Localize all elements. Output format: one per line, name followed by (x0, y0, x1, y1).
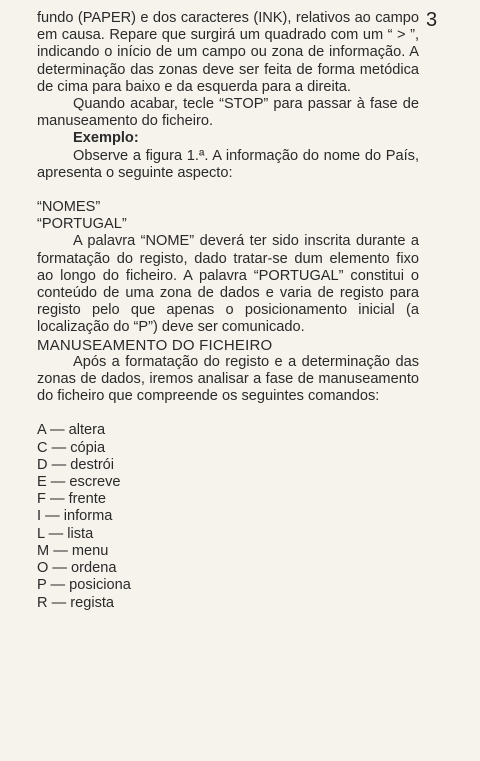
list-item: D — destrói (37, 456, 115, 473)
list-item: R — regista (37, 594, 115, 611)
body-text (37, 10, 419, 612)
quote-line-nomes: “NOMES” (37, 199, 101, 216)
list-item: A — altera (37, 422, 106, 439)
list-item: O — ordena (37, 560, 117, 577)
section-heading: MANUSEAMENTO DO FICHEIRO (37, 336, 273, 354)
paragraph-paper-ink: fundo (PAPER) e dos caracteres (INK), relativos ao campo em causa. Repare que surgirá um quadrado com um “ > ”, indicando o início de um campo ou zona de informação. A determinação das zonas deve ser feita de forma metódica de cima para baixo e da esquerda para a direita. (37, 10, 419, 95)
page-number: 3 (426, 9, 438, 31)
list-item: F — frente (37, 491, 106, 508)
list-item: C — cópia (37, 439, 106, 456)
quote-line-portugal: “PORTUGAL” (37, 216, 127, 233)
list-item: P — posiciona (37, 577, 131, 594)
paragraph-stop: Quando acabar, tecle “STOP” para passar à fase de manuseamento do ficheiro. (37, 96, 419, 130)
list-item: I — informa (37, 508, 113, 525)
paragraph-nome-portugal: A palavra “NOME” deverá ter sido inscrita durante a formatação do registo, dado tratar-se dum elemento fixo ao longo do ficheiro. A palavra “PORTUGAL” constitui o conteúdo de uma zona de dados e varia de registo para registo pelo que apenas o posicionamento inicial (a localização do “P”) deve ser comunicado. (37, 233, 419, 336)
paragraph-figure: Observe a figura 1.ª. A informação do nome do País, apresenta o seguinte aspecto: (37, 147, 419, 181)
quote-block (37, 199, 419, 233)
example-heading: Exemplo: (73, 130, 139, 147)
list-item: L — lista (37, 525, 94, 542)
list-item: E — escreve (37, 474, 121, 491)
list-item: M — menu (37, 542, 109, 559)
paragraph-commands-intro: Após a formatação do registo e a determinação das zonas de dados, iremos analisar a fase de manuseamento do ficheiro que compreende os seguintes comandos: (37, 353, 419, 405)
command-list (37, 422, 419, 611)
